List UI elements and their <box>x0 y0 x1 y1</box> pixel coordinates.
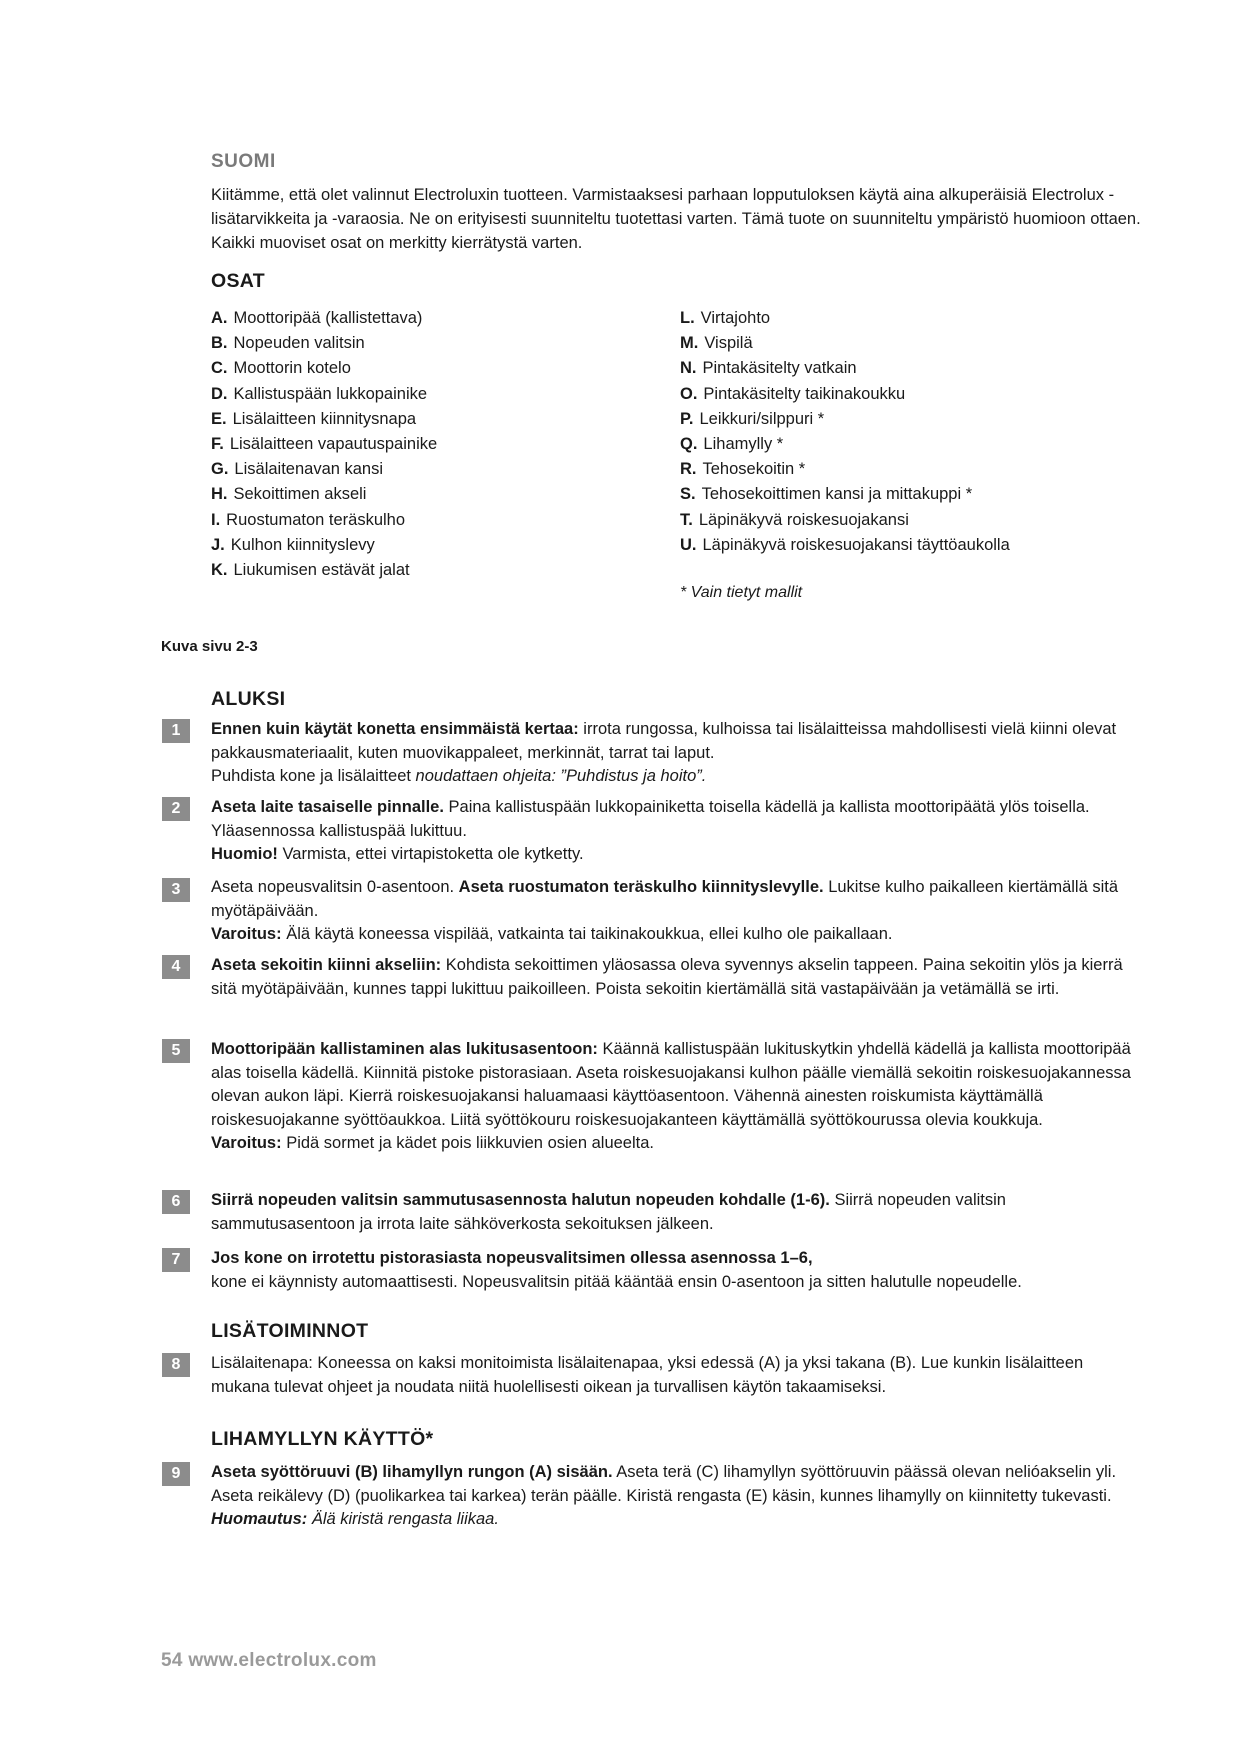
part-item: L. Virtajohto <box>680 309 771 327</box>
figure-reference: Kuva sivu 2-3 <box>161 638 258 655</box>
part-item: I. Ruostumaton teräskulho <box>211 510 406 529</box>
step-number-badge: 4 <box>162 955 190 979</box>
step-6-text: Siirrä nopeuden valitsin sammutusasennosta halutun nopeuden kohdalle (1-6). Siirrä nopeuden valitsin sammutusasentoon ja irrota laite sähköverkosta sekoituksen jälkeen. <box>211 1191 1006 1233</box>
language-heading: SUOMI <box>211 151 276 172</box>
page-footer: 54 www.electrolux.com <box>161 1650 377 1671</box>
part-item: R. Tehosekoitin * <box>680 460 806 479</box>
step-3-text: Aseta nopeusvalitsin 0-asentoon. Aseta ruostumaton teräskulho kiinnityslevylle. Lukitse kulho paikalleen kiertämällä sitä myötäpäivään. Varoitus: Älä käytä koneessa vispilää, vatkainta tai taikinakoukkua, ellei kulho ole paikallaan. <box>211 878 1119 943</box>
part-item: O. Pintakäsitelty taikinakoukku <box>680 384 906 403</box>
step-5-text: Moottoripään kallistaminen alas lukitusasentoon: Käännä kallistuspään lukituskytkin yhdellä kädellä ja kallista moottoripää alas toisella kädellä. Kiinnitä pistoke pistorasiaan. Aseta roiskesuojakansi kulhon päälle viemällä sekoitin roiskesuojakannessa olevan aukon läpi. Kierrä roiskesuojakansi haluamaasi käyttöasentoon. Vähennä ainesten roiskumista käyttämällä roiskesuojakanne syöttöaukkoa. Liitä syöttökouru roiskesuojakanteen käyttämällä syöttökourussa olevia koukkuja. Varoitus: Pidä sormet ja kädet pois liikkuvien osien alueelta. <box>211 1040 1131 1152</box>
step-number-badge: 9 <box>162 1462 190 1486</box>
part-item: N. Pintakäsitelty vatkain <box>680 359 857 378</box>
part-item: F. Lisälaitteen vapautuspainike <box>211 434 438 453</box>
parts-list-right <box>680 306 1140 558</box>
part-item: D. Kallistuspään lukkopainike <box>211 384 428 403</box>
step-4-text: Aseta sekoitin kiinni akseliin: Kohdista sekoittimen yläosassa oleva syvennys akselin tappeen. Paina sekoitin ylös ja kierrä sitä myötäpäivään, kunnes tappi lukittuu paikoilleen. Poista sekoitin kiertämällä sitä vastapäivään ja vetämällä se irti. <box>211 956 1123 998</box>
step-number-badge: 1 <box>162 719 190 743</box>
step-8-text: Lisälaitenapa: Koneessa on kaksi monitoimista lisälaitenapaa, yksi edessä (A) ja yksi takana (B). Lue kunkin lisälaitteen mukana tulevat ohjeet ja noudata niitä huolellisesti oikean ja turvallisen käytön takaamiseksi. <box>211 1354 1084 1396</box>
parts-list-left <box>211 306 651 583</box>
part-item: T. Läpinäkyvä roiskesuojakansi <box>680 510 909 529</box>
part-item: S. Tehosekoittimen kansi ja mittakuppi * <box>680 485 973 504</box>
intro-paragraph: Kiitämme, että olet valinnut Electroluxin tuotteen. Varmistaaksesi parhaan lopputuloksen käytä aina alkuperäisiä Electrolux -lisätarvikkeita ja -varaosia. Ne on erityisesti suunniteltu tuotettasi varten. Tämä tuote on suunniteltu ympäristö huomioon ottaen. Kaikki muoviset osat on merkitty kierrätystä varten. <box>211 186 1141 252</box>
part-item: U. Läpinäkyvä roiskesuojakansi täyttöaukolla <box>680 535 1010 554</box>
part-item: M. Vispilä <box>680 334 753 353</box>
step-number-badge: 7 <box>162 1248 190 1272</box>
part-item: J. Kulhon kiinnityslevy <box>211 535 375 554</box>
step-9-text: Aseta syöttöruuvi (B) lihamyllyn rungon (A) sisään. Aseta terä (C) lihamyllyn syöttöruuvin päässä olevan nelióakselin yli. Aseta reikälevy (D) (puolikarkea tai karkea) terän päälle. Kiristä rengasta (E) käsin, kunnes lihamylly on kiinnitetty tukevasti. Huomautus: Älä kiristä rengasta liikaa. <box>211 1463 1117 1528</box>
part-item: H. Sekoittimen akseli <box>211 485 367 504</box>
step-2-text: Aseta laite tasaiselle pinnalle. Paina kallistuspään lukkopainiketta toisella kädellä ja kallista moottoripäätä ylös toisella. Yläasennossa kallistuspää lukittuu. Huomio! Varmista, ettei virtapistoketta ole kytketty. <box>211 798 1090 863</box>
part-item: A. Moottoripää (kallistettava) <box>211 309 423 327</box>
section-heading-lisatoiminnot: LISÄTOIMINNOT <box>211 1320 369 1342</box>
part-item: B. Nopeuden valitsin <box>211 334 365 353</box>
footnote: * Vain tietyt mallit <box>680 584 803 601</box>
part-item: P. Leikkuri/silppuri * <box>680 409 825 428</box>
part-item: K. Liukumisen estävät jalat <box>211 560 410 579</box>
step-number-badge: 6 <box>162 1190 190 1214</box>
step-number-badge: 5 <box>162 1039 190 1063</box>
section-heading-lihamylly: LIHAMYLLYN KÄYTTÖ* <box>211 1428 434 1450</box>
step-number-badge: 3 <box>162 878 190 902</box>
part-item: C. Moottorin kotelo <box>211 359 351 378</box>
step-number-badge: 2 <box>162 797 190 821</box>
step-1-text: Ennen kuin käytät konetta ensimmäistä kertaa: irrota rungossa, kulhoissa tai lisälaitteissa mahdollisesti vielä kiinni olevat pakkausmateriaalit, kuten muovikappaleet, merkinnät, tarrat tai laput. Puhdista kone ja lisälaitteet noudattaen ohjeita: ”Puhdistus ja hoito”. <box>211 720 1117 785</box>
part-item: G. Lisälaitenavan kansi <box>211 460 384 479</box>
part-item: Q. Lihamylly * <box>680 434 784 453</box>
part-item: E. Lisälaitteen kiinnitysnapa <box>211 409 417 428</box>
step-number-badge: 8 <box>162 1353 190 1377</box>
parts-heading: OSAT <box>211 270 265 292</box>
step-7-text: Jos kone on irrotettu pistorasiasta nopeusvalitsimen ollessa asennossa 1–6, kone ei käynnisty automaattisesti. Nopeusvalitsin pitää kääntää ensin 0-asentoon ja sitten halutulle nopeudelle. <box>211 1249 1022 1291</box>
section-heading-aluksi: ALUKSI <box>211 688 286 710</box>
